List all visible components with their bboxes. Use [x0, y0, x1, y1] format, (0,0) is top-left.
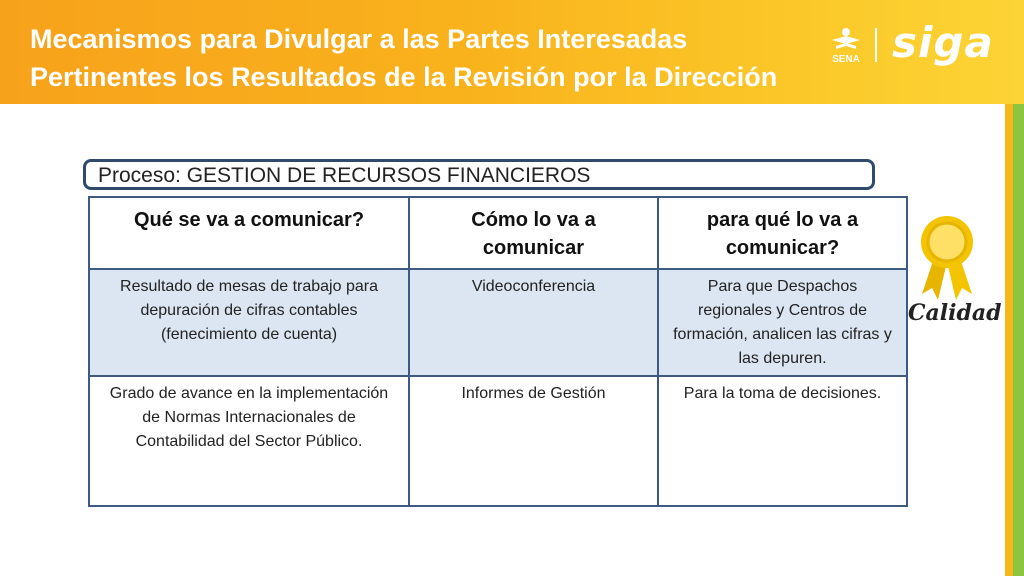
table-cell: Para la toma de decisiones.	[658, 376, 907, 506]
calidad-label: Calidad	[908, 300, 1002, 326]
header-banner	[0, 0, 1024, 104]
table-row	[89, 269, 907, 376]
logo-divider	[875, 28, 877, 62]
sena-logo-text: SENA	[832, 54, 860, 65]
table-cell: Resultado de mesas de trabajo para depuración de cifras contables (fenecimiento de cuenta)	[89, 269, 409, 376]
award-ribbon-icon	[912, 214, 982, 304]
header-como-comunicar: Cómo lo va a comunicar	[409, 197, 658, 269]
siga-logo-text: siga	[892, 18, 994, 67]
process-label: Proceso: GESTION DE RECURSOS FINANCIEROS	[98, 164, 591, 187]
decorative-stripe-yellow	[1005, 104, 1013, 576]
table-row	[89, 376, 907, 506]
table-cell: Grado de avance en la implementación de Normas Internacionales de Contabilidad del Sector Público.	[89, 376, 409, 506]
table-cell: Para que Despachos regionales y Centros de formación, analicen las cifras y las depuren.	[658, 269, 907, 376]
sena-logo-icon	[826, 26, 866, 66]
process-box	[83, 159, 875, 190]
decorative-stripe-green	[1013, 104, 1024, 576]
title-line-1: Mecanismos para Divulgar a las Partes Interesadas	[30, 24, 688, 54]
page-title	[30, 20, 830, 96]
table-cell: Informes de Gestión	[409, 376, 658, 506]
table-cell: Videoconferencia	[409, 269, 658, 376]
communication-table	[88, 196, 908, 507]
header-para-que-comunicar: para qué lo va a comunicar?	[658, 197, 907, 269]
title-line-2: Pertinentes los Resultados de la Revisión por la Dirección	[30, 62, 778, 92]
header-que-comunicar: Qué se va a comunicar?	[89, 197, 409, 269]
table-header-row	[89, 197, 907, 269]
